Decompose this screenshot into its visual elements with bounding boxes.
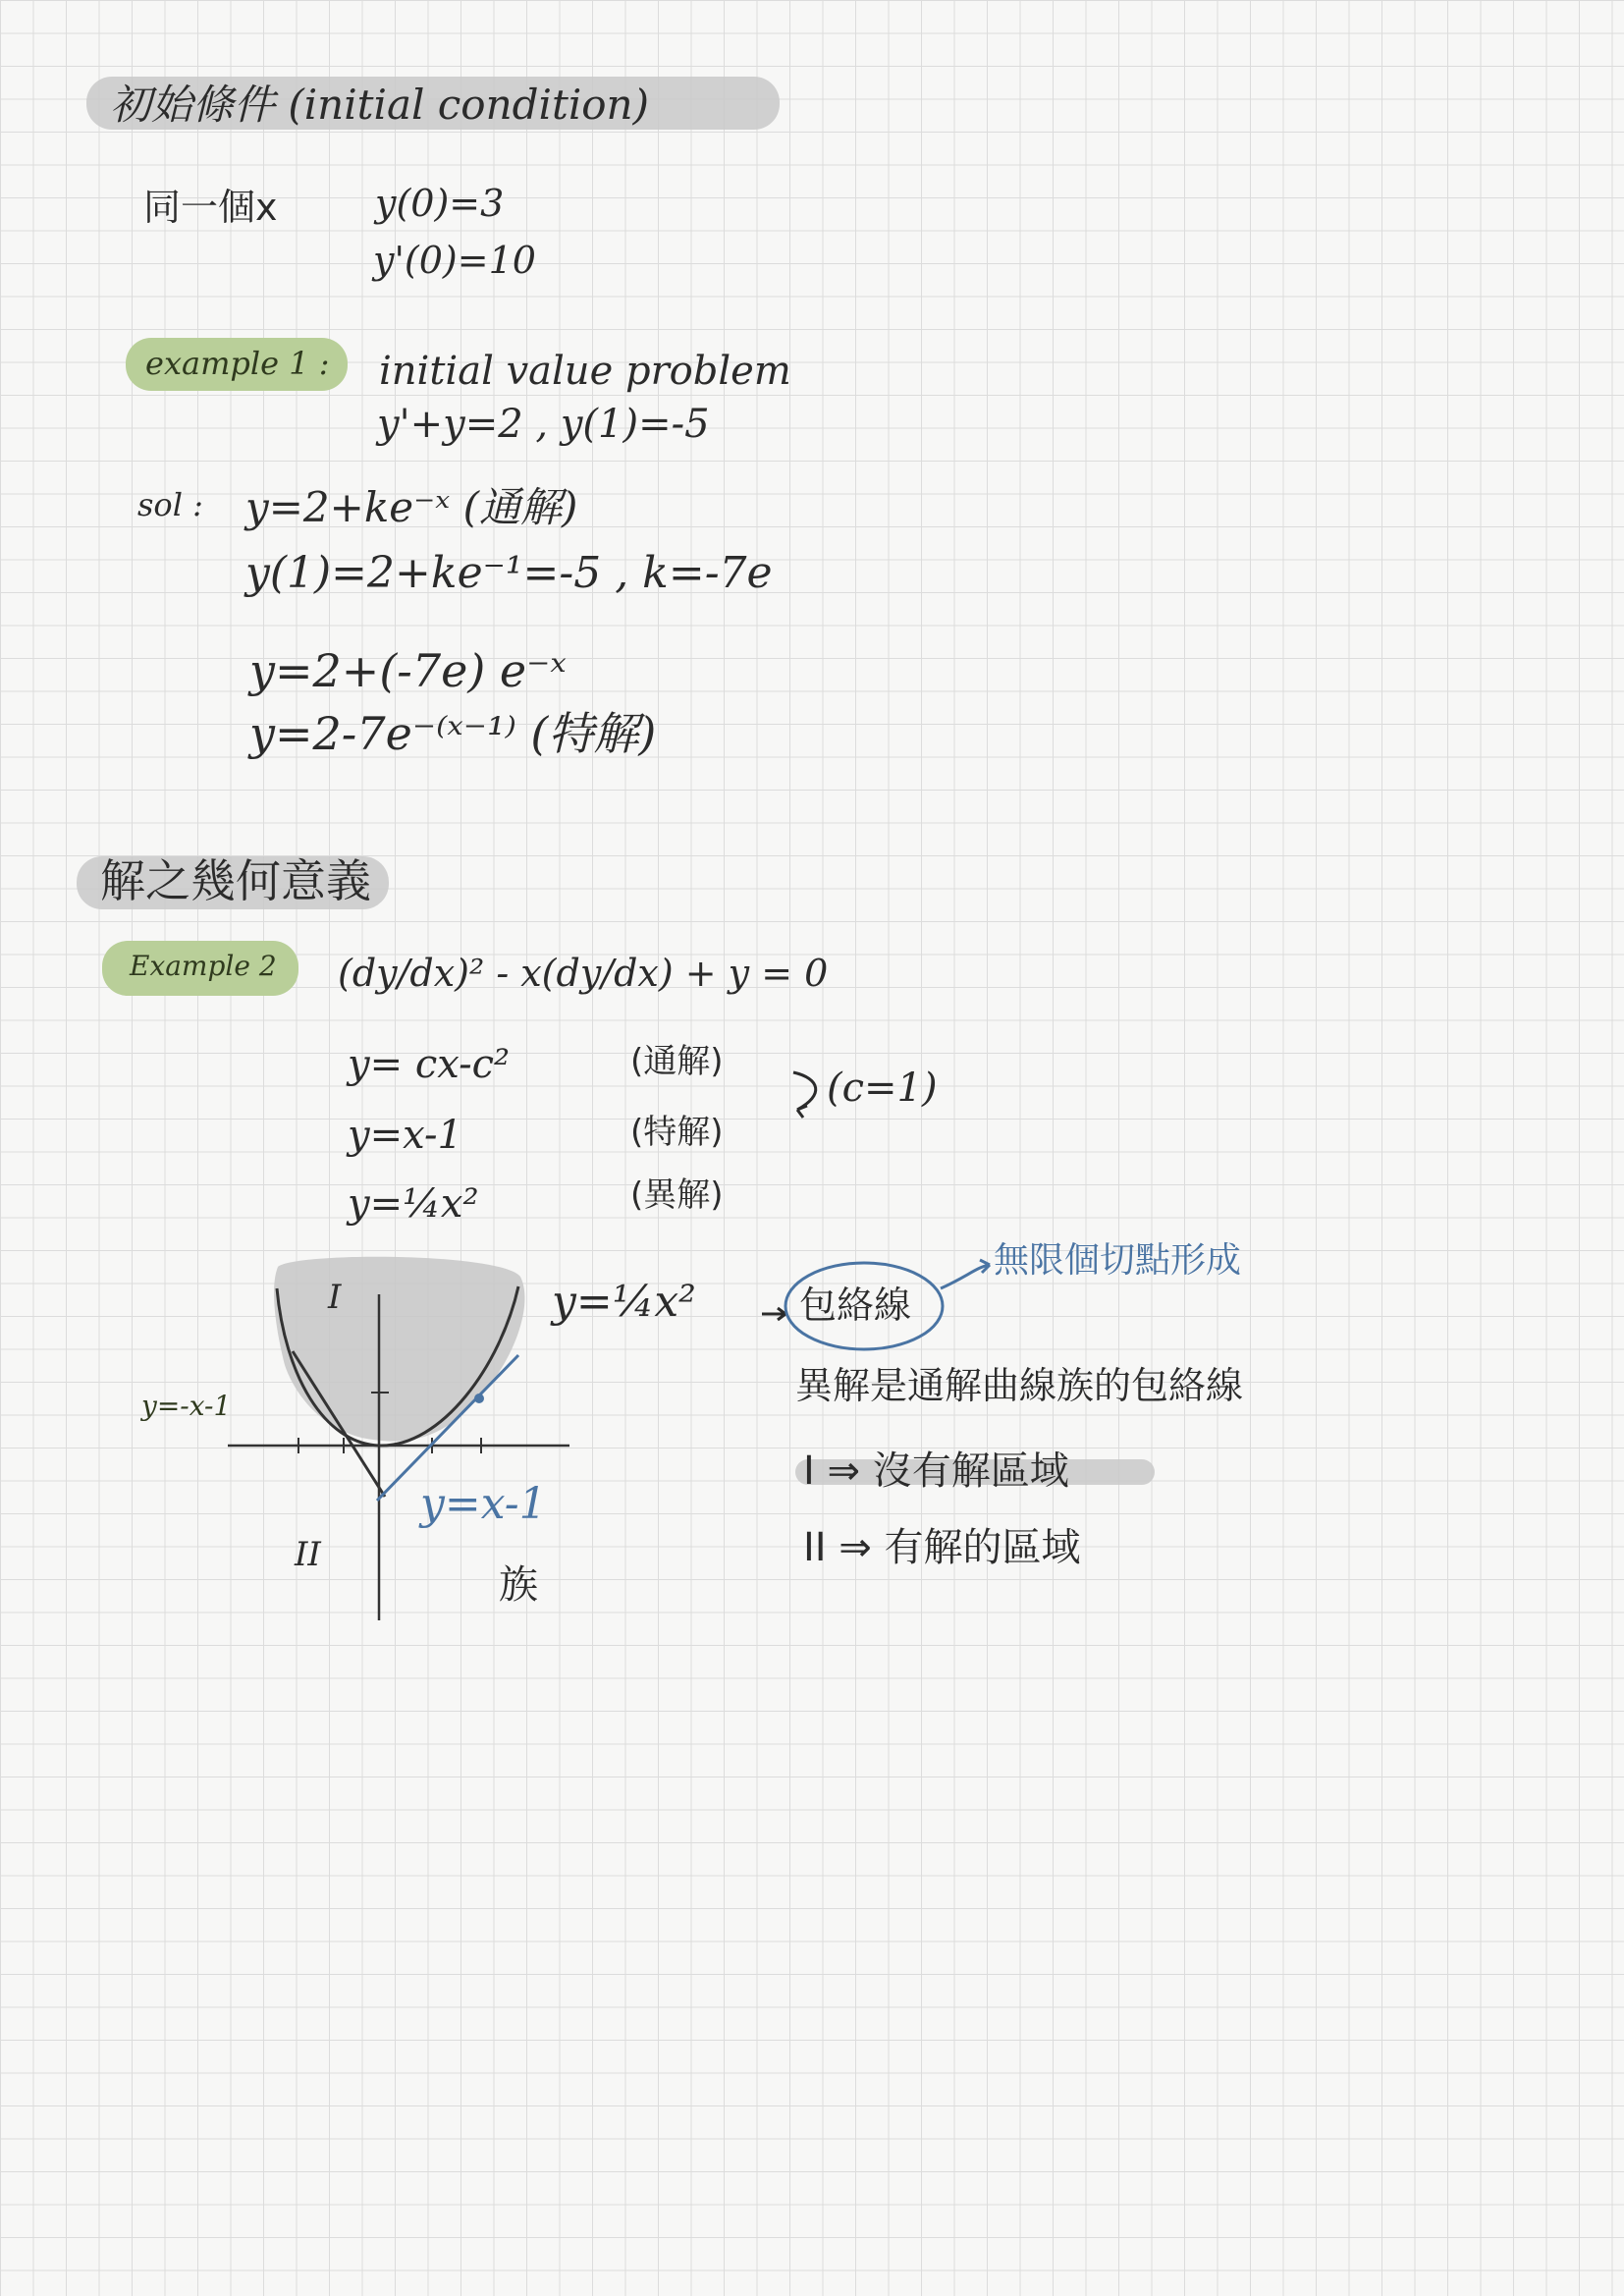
example1-tag: example 1 : — [145, 345, 330, 382]
sol-line-4: y=2-7e⁻⁽ˣ⁻¹⁾ (特解) — [249, 707, 657, 760]
same-x-label: 同一個x — [143, 186, 278, 229]
envelope-note: 無限個切點形成 — [994, 1240, 1242, 1281]
condition-1: y(0)=3 — [375, 182, 505, 225]
region2-description: II ⇒ 有解的區域 — [803, 1525, 1081, 1570]
c-equals-one-note: (c=1) — [827, 1066, 938, 1111]
sol-line-3: y=2+(-7e) e⁻ˣ — [249, 644, 567, 697]
sol-label: sol : — [137, 486, 203, 523]
singular-solution: y=¼x² — [348, 1181, 479, 1227]
sol-line-2: y(1)=2+ke⁻¹=-5 , k=-7e — [245, 548, 773, 598]
general-solution: y= cx-c² — [348, 1042, 511, 1087]
example1-heading: initial value problem — [379, 349, 791, 394]
parabola-label: y=¼x² — [552, 1277, 696, 1327]
example1-equation: y'+y=2 , y(1)=-5 — [377, 402, 710, 447]
left-line-label: y=-x-1 — [141, 1390, 232, 1422]
envelope-term: 包絡線 — [799, 1284, 912, 1327]
region1-description: I ⇒ 沒有解區域 — [803, 1449, 1069, 1494]
particular-solution: y=x-1 — [348, 1113, 462, 1158]
region1-label: I — [328, 1278, 342, 1317]
general-solution-note: (通解) — [630, 1042, 724, 1081]
sol-line-1: y=2+ke⁻ˣ (通解) — [245, 483, 578, 531]
singular-solution-note: (異解) — [630, 1175, 724, 1215]
section2-title: 解之幾何意義 — [100, 854, 371, 907]
example2-equation: (dy/dx)² - x(dy/dx) + y = 0 — [338, 952, 829, 995]
section1-title: 初始條件 (initial condition) — [110, 81, 649, 129]
singular-description: 異解是通解曲線族的包絡線 — [795, 1364, 1244, 1407]
bottom-char: 族 — [499, 1562, 538, 1608]
condition-2: y'(0)=10 — [373, 239, 536, 282]
tangent-label: y=x-1 — [420, 1479, 547, 1529]
example2-tag: Example 2 — [130, 950, 277, 982]
particular-solution-note: (特解) — [630, 1113, 724, 1152]
region2-label: II — [295, 1535, 321, 1574]
